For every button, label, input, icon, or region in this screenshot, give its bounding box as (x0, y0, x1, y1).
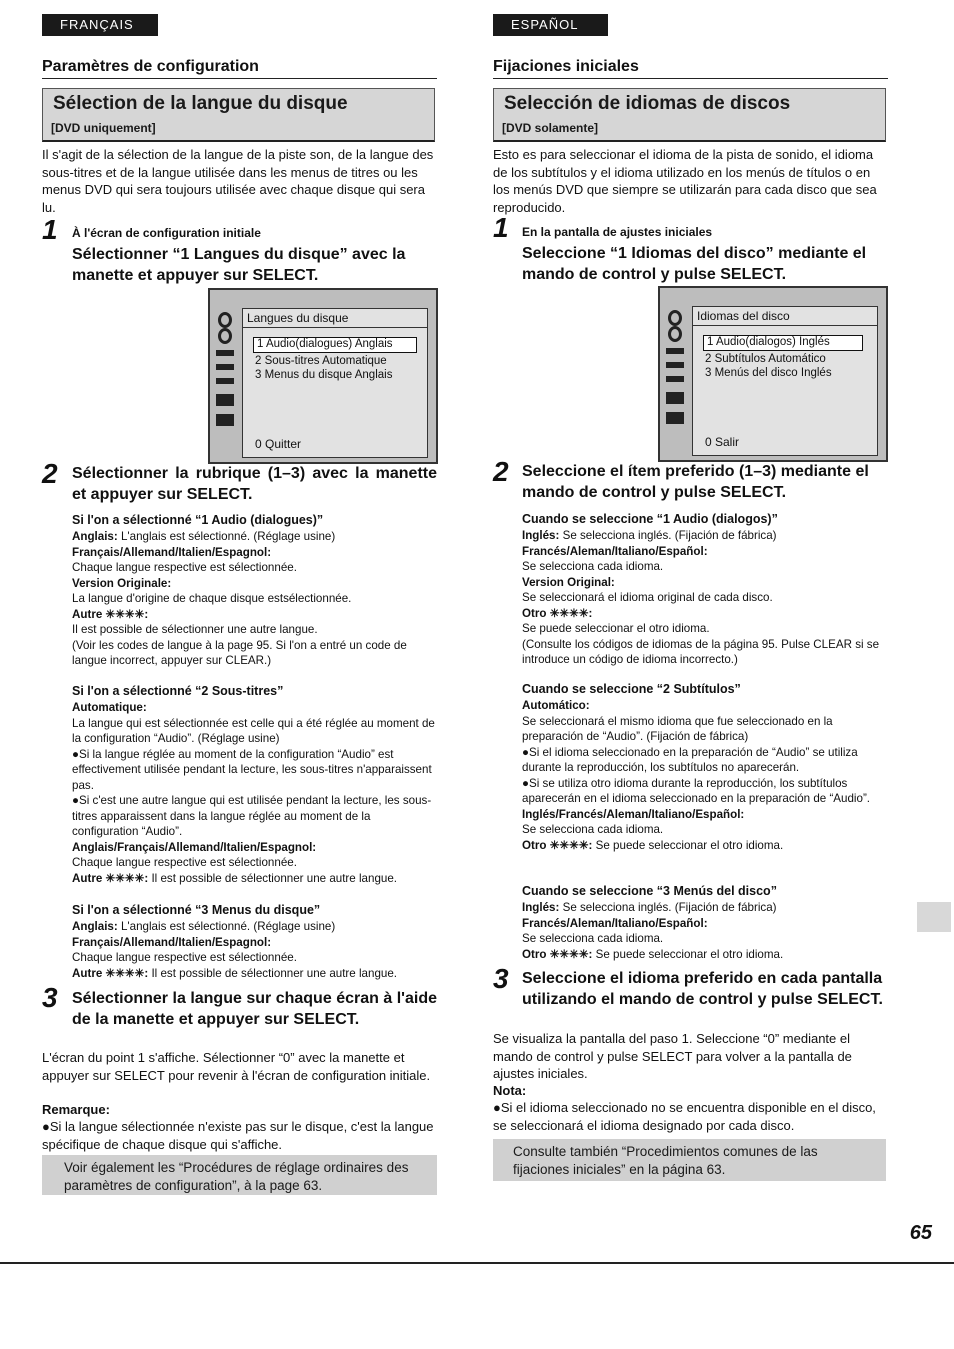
bar-icon (216, 350, 234, 356)
s1-c-label: Version Originale: (72, 576, 172, 590)
s1-block (72, 529, 437, 669)
step-number-2: 2 (42, 458, 58, 489)
step3-text: Se visualiza la pantalla del paso 1. Seleccione “0” mediante el mando de control y pulse SELECT para volver a la pantalla de ajustes iniciales. (493, 1031, 852, 1081)
s2-d-label: Otro ✳✳✳✳: (522, 838, 593, 852)
s3-a-label: Anglais: (72, 920, 118, 933)
disc-icon (668, 326, 682, 342)
setting-icon (216, 394, 234, 406)
s3-b-label: Francés/Aleman/Italiano/Español: (522, 916, 708, 930)
disc-icon (668, 310, 682, 326)
s1-d-label: Otro ✳✳✳✳: (522, 606, 593, 620)
step1-context: En la pantalla de ajustes iniciales (522, 225, 713, 239)
s2-c-text: Se selecciona cada idioma. (522, 823, 664, 836)
remark-text: ●Si el idioma seleccionado no se encuentra disponible en el disco, se seleccionará el idioma designado por cada disco. (493, 1100, 876, 1133)
s1-b-text: Se selecciona cada idioma. (522, 560, 664, 573)
remark-text: ●Si la langue sélectionnée n'existe pas sur le disque, c'est la langue spécifique de chaque disque qui s'affiche. (42, 1119, 434, 1152)
s2-title: Si l'on a sélectionné “2 Sous-titres” (72, 684, 284, 698)
s1-d-text1: Il est possible de sélectionner une autre langue. (72, 623, 318, 636)
s2-bullet-2: ●Si c'est une autre langue qui est utilisée pendant la lecture, les sous-titres apparaissent dans la langue réglée au moment de la configuration “Audio”. (72, 794, 432, 838)
s1-b-label: Français/Allemand/Italien/Espagnol: (72, 545, 272, 559)
s3-b-text: Chaque langue respective est sélectionnée. (72, 951, 297, 964)
osd-sidebar (210, 290, 240, 462)
s2-c-text: Chaque langue respective est sélectionnée. (72, 856, 297, 869)
osd-quit[interactable]: 0 Salir (705, 435, 740, 449)
s3-d-text: Se puede seleccionar el otro idioma. (592, 947, 784, 961)
s1-b-text: Chaque langue respective est sélectionnée. (72, 561, 297, 574)
setting-icon (216, 414, 234, 426)
s2-d-text: Il est possible de sélectionner une autre langue. (148, 871, 398, 885)
bar-icon (216, 378, 234, 384)
s2-d-text: Se puede seleccionar el otro idioma. (592, 838, 784, 852)
s2-bullet-2: ●Si se utiliza otro idioma durante la reproducción, los subtítulos aparecerán en el idioma seleccionado en la preparación de “Audio”. (522, 776, 871, 805)
s2-title: Cuando se seleccione “2 Subtítulos” (522, 682, 741, 696)
s1-c-label: Version Original: (522, 575, 615, 589)
s1-title: Si l'on a sélectionné “1 Audio (dialogues)” (72, 513, 324, 527)
banner-title: Sélection de la langue du disque (53, 93, 348, 114)
s1-a-label: Inglés: (522, 529, 560, 542)
language-tab-spanish: ESPAÑOL (493, 14, 608, 36)
osd-row-subtitles[interactable]: 2 Sous-titres Automatique (255, 355, 387, 367)
s2-a-text: La langue qui est sélectionnée est celle qui a été réglée au moment de la configuration “Audio”. (Réglage usine) (72, 716, 435, 745)
step2-instruction: Sélectionner la rubrique (1–3) avec la manette et appuyer sur SELECT. (72, 465, 437, 503)
s3-title: Cuando se seleccione “3 Menús del disco” (522, 884, 777, 898)
s3-title: Si l'on a sélectionné “3 Menus du disque” (72, 903, 321, 917)
reference-note: Voir également les “Procédures de réglage ordinaires des paramètres de configuration”, à la page 63. (42, 1155, 437, 1195)
s2-a-label: Automatique: (72, 701, 147, 714)
s3-a-label: Inglés: (522, 901, 560, 914)
osd-row-menus[interactable]: 3 Menús del disco Inglés (705, 367, 832, 379)
s1-a-text: L'anglais est sélectionné. (Réglage usine) (117, 530, 336, 543)
s1-c-text: La langue d'origine de chaque disque estsélectionnée. (72, 592, 352, 605)
s3-d-text: Il est possible de sélectionner une autre langue. (148, 966, 398, 980)
s2-block (72, 700, 437, 886)
s1-title: Cuando se seleccione “1 Audio (dialogos)” (522, 512, 778, 526)
intro-paragraph: Esto es para seleccionar el idioma de la pista de sonido, el idioma de los subtítulos y el idioma utilizado en los menús de títulos o en los menús DVD que siempre se utilizarán para cada disco que sea reproducido. (493, 147, 877, 215)
s3-block (522, 900, 886, 962)
topic-banner (493, 88, 886, 142)
s2-bullet-1: ●Si la langue réglée au moment de la configuration “Audio” est effectivement utilisée pendant la lecture, les sous-titres n'apparaissent pas. (72, 747, 432, 792)
language-tab-french: FRANÇAIS (42, 14, 158, 36)
disc-icon (218, 312, 232, 328)
setting-icon (666, 412, 684, 424)
step2-instruction: Seleccione el ítem preferido (1–3) mediante el mando de control y pulse SELECT. (522, 463, 869, 501)
step-number-1: 1 (42, 214, 58, 245)
s2-block (522, 698, 886, 853)
osd-window-title: Langues du disque (247, 311, 349, 325)
footer-rule (0, 1262, 954, 1264)
osd-row-menus[interactable]: 3 Menus du disque Anglais (255, 369, 393, 381)
osd-window-title: Idiomas del disco (697, 309, 790, 323)
osd-window (242, 308, 428, 458)
step3-instruction: Sélectionner la langue sur chaque écran à l'aide de la manette et appuyer sur SELECT. (72, 990, 437, 1028)
s2-a-label: Automático: (522, 699, 590, 712)
bar-icon (666, 376, 684, 382)
s2-bullet-1: ●Si el idioma seleccionado en la preparación de “Audio” se utiliza durante la reproducción, los subtítulos no aparecerán. (522, 745, 858, 774)
step3-instruction: Seleccione el idioma preferido en cada pantalla utilizando el mando de control y pulse SELECT. (522, 970, 883, 1008)
bar-icon (216, 364, 234, 370)
osd-window (692, 306, 878, 456)
s3-b-text: Se selecciona cada idioma. (522, 932, 664, 945)
s3-a-text: Se selecciona inglés. (Fijación de fábrica) (559, 901, 777, 914)
disc-icon (218, 328, 232, 344)
osd-row-audio[interactable]: 1 Audio(dialogos) Inglés (703, 335, 863, 351)
bar-icon (666, 348, 684, 354)
step1-context: À l'écran de configuration initiale (72, 226, 261, 240)
s1-a-label: Anglais: (72, 530, 118, 543)
osd-row-subtitles[interactable]: 2 Subtítulos Automático (705, 353, 826, 365)
step1-instruction: Sélectionner “1 Langues du disque” avec la manette et appuyer sur SELECT. (72, 246, 406, 284)
banner-title: Selección de idiomas de discos (504, 93, 791, 114)
banner-subtitle: [DVD solamente] (502, 121, 599, 135)
s2-c-label: Anglais/Français/Allemand/Italien/Espagnol: (72, 840, 317, 854)
page-number: 65 (909, 1222, 932, 1244)
step-number-1: 1 (493, 212, 509, 243)
osd-screen (658, 286, 888, 462)
s1-d-text2: (Consulte los códigos de idiomas de la página 95. Pulse CLEAR si se introduce un código de idioma incorrecto.) (522, 637, 880, 666)
setting-icon (666, 392, 684, 404)
s2-a-text: Se seleccionará el mismo idioma que fue seleccionado en la preparación de “Audio”. (Fijación de fábrica) (522, 714, 833, 743)
s1-d-label: Autre ✳✳✳✳: (72, 607, 149, 621)
step-number-3: 3 (493, 963, 509, 994)
topic-banner (42, 88, 435, 142)
s2-d-label: Autre ✳✳✳✳: (72, 871, 149, 885)
section-title: Paramètres de configuration (42, 58, 437, 79)
step3-text: L'écran du point 1 s'affiche. Sélectionner “0” avec la manette et appuyer sur SELECT pour revenir à l'écran de configuration initiale. (42, 1050, 431, 1083)
s3-block (72, 919, 437, 981)
step-number-2: 2 (493, 456, 509, 487)
s2-c-label: Inglés/Francés/Aleman/Italiano/Español: (522, 807, 745, 821)
s1-block (522, 528, 886, 668)
step-number-3: 3 (42, 982, 58, 1013)
s1-a-text: Se selecciona inglés. (Fijación de fábrica) (559, 529, 777, 542)
step1-instruction: Seleccione “1 Idiomas del disco” mediante el mando de control y pulse SELECT. (522, 245, 867, 283)
thumb-index-mark (917, 902, 951, 932)
banner-subtitle: [DVD uniquement] (51, 121, 156, 135)
s3-d-label: Otro ✳✳✳✳: (522, 947, 593, 961)
s1-d-text1: Se puede seleccionar el otro idioma. (522, 622, 710, 635)
section-title: Fijaciones iniciales (493, 58, 888, 79)
remark-label: Remarque: (42, 1102, 110, 1117)
osd-sidebar (660, 288, 690, 460)
reference-note: Consulte también “Procedimientos comunes de las fijaciones iniciales” en la página 63. (493, 1139, 886, 1181)
osd-row-audio[interactable]: 1 Audio(dialogues) Anglais (253, 337, 417, 353)
s3-b-label: Français/Allemand/Italien/Espagnol: (72, 935, 272, 949)
s1-b-label: Francés/Aleman/Italiano/Español: (522, 544, 708, 558)
osd-screen (208, 288, 438, 464)
s1-c-text: Se seleccionará el idioma original de cada disco. (522, 591, 773, 604)
remark-label: Nota: (493, 1083, 527, 1098)
osd-quit[interactable]: 0 Quitter (255, 437, 302, 451)
bar-icon (666, 362, 684, 368)
s1-d-text2: (Voir les codes de langue à la page 95. Si l'on a entré un code de langue incorrect, appuyer sur CLEAR.) (72, 638, 407, 667)
s3-d-label: Autre ✳✳✳✳: (72, 966, 149, 980)
intro-paragraph: Il s'agit de la sélection de la langue de la piste son, de la langue des sous-titres et de la langue utilisée dans les menus de titres ou les menus DVD qui sera toujours utilisée avec chaque disque qui sera lu. (42, 147, 434, 215)
s3-a-text: L'anglais est sélectionné. (Réglage usine) (117, 920, 336, 933)
